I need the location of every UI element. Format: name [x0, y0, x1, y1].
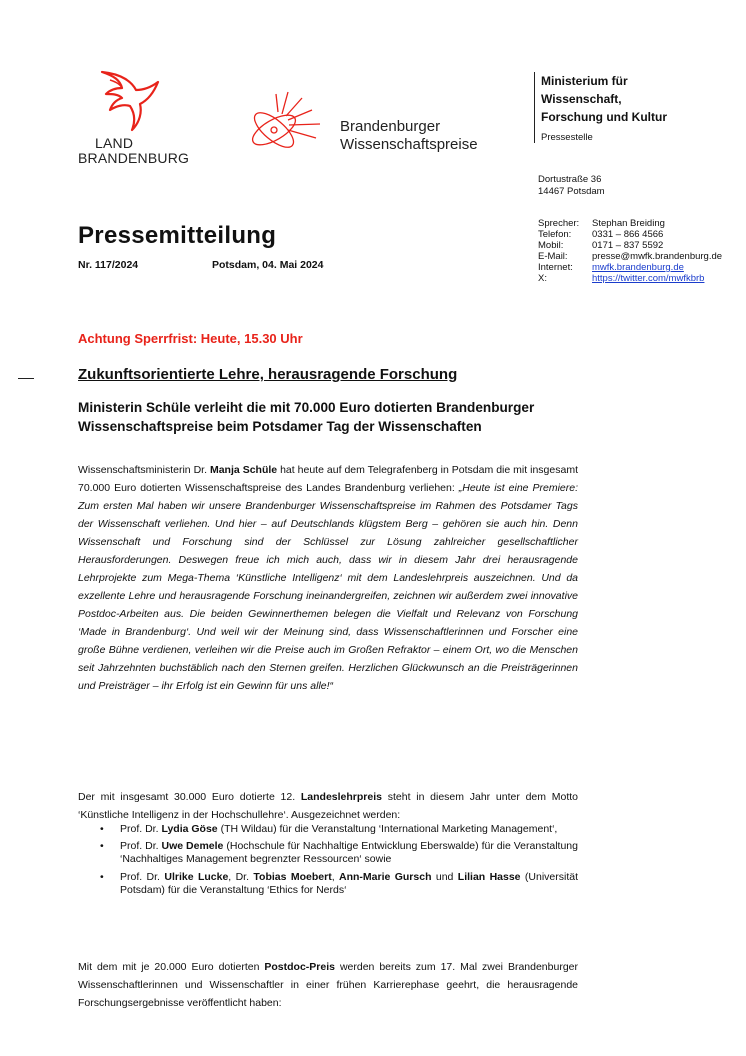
contact-row-x	[538, 273, 722, 284]
ministry-name-line2: Wissenschaft,	[541, 92, 622, 106]
address-city: 14467 Potsdam	[538, 186, 605, 197]
award-detail: und	[431, 870, 458, 883]
ministry-name-line1: Ministerium für	[541, 74, 628, 88]
embargo-notice: Achtung Sperrfrist: Heute, 15.30 Uhr	[78, 331, 303, 346]
awardee-name: Lilian Hasse	[457, 870, 521, 883]
award-detail: ,	[331, 870, 339, 883]
landeslehrpreis-label: Landeslehrpreis	[300, 791, 382, 803]
p3-text-b: werden bereits zum 17. Mal zwei Brandenburger Wissenschaftlerinnen und Wissenschaftler in einer frühen Karrierephase geehrt, die herausragende Forschungsergebnisse veröffentlicht haben:	[78, 961, 578, 1009]
body-paragraph-2	[78, 788, 578, 824]
contact-value: 0331 – 866 4566	[592, 229, 664, 240]
contact-list	[538, 218, 722, 284]
award-prefix: Prof. Dr.	[120, 823, 162, 835]
p1-text-b: hat heute auf dem Telegrafenberg in Potsdam die mit insgesamt 70.000 Euro dotierten Wissenschaftspreise des Landes Brandenburg verliehen:	[78, 464, 578, 494]
contact-label: X:	[538, 273, 547, 284]
contact-row-internet	[538, 262, 722, 273]
award-detail: , Dr.	[228, 870, 254, 883]
bwp-line1: Brandenburger	[340, 118, 441, 135]
wissenschaftspreise-wordmark	[340, 118, 478, 154]
body-paragraph-1	[78, 461, 578, 695]
contact-value: presse@mwfk.brandenburg.de	[592, 251, 723, 262]
page-title: Pressemitteilung	[78, 222, 277, 249]
awardee-name: Ann-Marie Gursch	[339, 870, 432, 883]
award-detail: (TH Wildau) für die Veranstaltung ‘International Marketing Management‘,	[217, 823, 558, 835]
bwp-line2: Wissenschaftspreise	[340, 136, 478, 153]
contact-row-email	[538, 251, 722, 262]
p2-text-a: Der mit insgesamt 30.000 Euro dotierte 12.	[78, 791, 301, 803]
list-item	[78, 840, 578, 866]
award-list	[78, 823, 578, 901]
twitter-link[interactable]: https://twitter.com/mwfkbrb	[592, 273, 705, 284]
subheadline: Ministerin Schüle verleiht die mit 70.000 Euro dotierten Brandenburger Wissenschaftspreise beim Potsdamer Tag der Wissenschaften	[78, 400, 535, 434]
press-office: Pressestelle	[541, 132, 593, 143]
award-prefix: Prof. Dr.	[120, 840, 162, 853]
list-item	[78, 823, 578, 836]
contact-value: 0171 – 837 5592	[592, 240, 664, 251]
contact-label: E-Mail:	[538, 251, 568, 262]
awardee-name: Uwe Demele	[161, 840, 224, 853]
margin-mark	[18, 378, 34, 379]
minister-quote: „Heute ist eine Premiere: Zum ersten Mal haben wir unsere Brandenburger Wissenschaftspreise im Rahmen des Potsdamer Tags der Wissenschaft verliehen. Und hier – auf Deutschlands klügstem Berg – gehören sie auch hin. Denn Wissenschaft und Forschung sind der Schlüssel zur Lösung zahlreicher gesellschaftlicher Herausforderungen. Deswegen freue ich mich auch, dass wir in diesem Jahr drei herausragende Lehrprojekte zum Mega-Thema ‘Künstliche Intelligenz‘ mit dem Landeslehrpreis auszeichnen. Und da exzellente Lehre und herausragende Forschung ineinandergreifen, zeichnen wir außerdem zwei innovative Postdoc-Arbeiten aus. Die beiden Gewinnerthemen belegen die Vielfalt und Relevanz von Forschung ‘Made in Brandenburg‘. Und weil wir der Meinung sind, dass Wissenschaftlerinnen und Forscher eine große Bühne verdienen, verleihen wir die Preise auch im Großen Refraktor – einem Ort, wo die Menschen seit Jahrzehnten buchstäblich nach den Sternen greifen. Herzlichen Glückwunsch an die Preisträgerinnen und Preisträger – ihr Erfolg ist ein Gewinn für uns alle!“	[78, 482, 578, 692]
p2-text-b: steht in diesem Jahr unter dem Motto ‘Künstliche Intelligenz in der Hochschullehre‘. Ausgezeichnet werden:	[78, 791, 579, 821]
contact-label: Mobil:	[538, 240, 564, 251]
awardee-name: Lydia Göse	[161, 823, 218, 835]
ministry-address	[538, 174, 605, 198]
contact-label: Internet:	[538, 262, 573, 273]
awardee-name: Ulrike Lucke	[164, 870, 229, 883]
address-street: Dortustraße 36	[538, 174, 602, 185]
brandenburg-label: BRANDENBURG	[78, 150, 190, 166]
list-item	[78, 871, 578, 897]
awardee-name: Tobias Moebert	[253, 870, 332, 883]
p1-text-a: Wissenschaftsministerin Dr.	[78, 464, 210, 476]
contact-value: Stephan Breiding	[592, 218, 665, 229]
atom-star-icon	[242, 90, 332, 160]
contact-row-phone	[538, 229, 722, 240]
p3-text-a: Mit dem mit je 20.000 Euro dotierten	[78, 961, 265, 973]
release-number: Nr. 117/2024	[78, 259, 139, 271]
internet-link[interactable]: mwfk.brandenburg.de	[592, 262, 684, 273]
award-detail: (Hochschule für Nachhaltige Entwicklung Eberswalde) für die Veranstaltung ‘Nachhaltiges Management begrenzter Ressourcen‘ sowie	[120, 840, 578, 866]
ministry-name-line3: Forschung und Kultur	[541, 110, 667, 124]
contact-row-speaker	[538, 218, 722, 229]
contact-label: Telefon:	[538, 229, 572, 240]
body-paragraph-3	[78, 958, 578, 1012]
land-label: LAND	[95, 135, 134, 151]
release-place-date: Potsdam, 04. Mai 2024	[212, 259, 324, 271]
award-prefix: Prof. Dr.	[120, 870, 165, 883]
land-brandenburg-logo	[78, 70, 208, 180]
wissenschaftspreise-logo	[242, 96, 522, 166]
minister-name: Manja Schüle	[209, 464, 278, 476]
contact-row-mobile	[538, 240, 722, 251]
award-detail: (Universität Potsdam) für die Veranstaltung ‘Ethics for Nerds‘	[120, 870, 579, 896]
ministry-block	[534, 72, 741, 143]
land-brandenburg-wordmark	[78, 136, 189, 166]
contact-label: Sprecher:	[538, 218, 580, 229]
postdoc-preis-label: Postdoc-Preis	[264, 961, 335, 973]
red-eagle-icon	[96, 70, 166, 136]
headline: Zukunftsorientierte Lehre, herausragende Forschung	[78, 366, 458, 383]
